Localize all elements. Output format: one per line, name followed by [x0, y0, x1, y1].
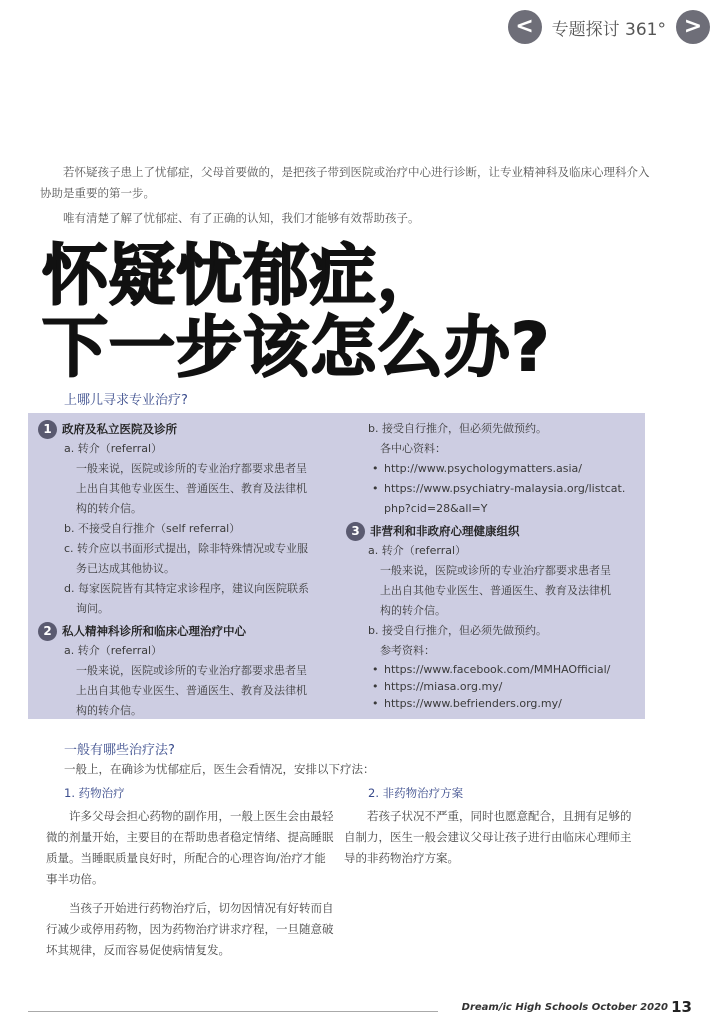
org-1-item-c-cont: 务已达成其他协议。 — [76, 562, 175, 575]
section-title: 专题探讨 361° — [551, 19, 666, 40]
drug-paragraph-2: 当孩子开始进行药物治疗后，切勿因情况有好转而自行减少或停用药物，因为药物治疗讲求疗程，一旦随意破坏其规律，反而容易促使病情复发。 — [46, 901, 334, 957]
org-3-link[interactable]: • https://miasa.org.my/ — [368, 678, 638, 695]
org-1-item-d-cont: 询问。 — [76, 602, 109, 615]
therapy-heading: 一般有哪些治疗法? — [64, 743, 175, 758]
org-2-desc-line: 一般来说，医院或诊所的专业治疗都要求患者呈 — [76, 664, 307, 677]
org-1-item-c: c. 转介应以书面形式提出，除非特殊情况或专业服 — [64, 542, 309, 555]
footer-publication: Dream/ic High Schools October 2020 — [461, 1002, 668, 1013]
chevron-right-icon: > — [683, 14, 703, 39]
org-1-name: 政府及私立医院及诊所 — [62, 422, 177, 436]
title-line-2: 下一步该怎么办? — [42, 309, 551, 386]
org-3-info-label: 参考资料： — [380, 644, 435, 657]
org-1-desc-line: 构的转介信。 — [76, 502, 142, 515]
org-2-item-b: b. 接受自行推介，但必须先做预约。 — [368, 422, 547, 435]
page-number: 13 — [671, 998, 692, 1016]
number-badge: 3 — [346, 522, 365, 541]
org-2-desc-line: 构的转介信。 — [76, 704, 142, 717]
number-badge: 2 — [38, 622, 57, 641]
org-2-desc-line: 上出自其他专业医生、普通医生、教育及法律机 — [76, 684, 307, 697]
chevron-left-icon: < — [515, 14, 534, 39]
org-2-item-a: a. 转介（referral） — [64, 644, 163, 657]
org-2-heading — [38, 621, 338, 641]
org-3-desc-line: 构的转介信。 — [380, 604, 446, 617]
nondrug-paragraph-1: 若孩子状况不严重，同时也愿意配合，且拥有足够的自制力，医生一般会建议父母让孩子进行由临床心理师主导的非药物治疗方案。 — [344, 809, 632, 865]
page-header — [508, 10, 710, 44]
org-1-item-b: b. 不接受自行推介（self referral） — [64, 522, 241, 535]
org-3-item-b: b. 接受自行推介，但必须先做预约。 — [368, 624, 547, 637]
org-1-desc-line: 上出自其他专业医生、普通医生、教育及法律机 — [76, 482, 307, 495]
org-1-item-d: d. 每家医院皆有其特定求诊程序，建议向医院联系 — [64, 582, 309, 595]
panel-right-column — [351, 419, 638, 712]
org-3-link[interactable]: • https://www.befrienders.org.my/ — [368, 695, 638, 712]
treatment-sources-panel — [28, 413, 645, 719]
drug-therapy-text — [46, 806, 336, 969]
intro-paragraph: 唯有清楚了解了忧郁症、有了正确的认知，我们才能够有效帮助孩子。 — [63, 211, 420, 225]
nondrug-therapy-text — [344, 806, 634, 877]
org-3-link[interactable]: • https://www.facebook.com/MMHAOfficial/ — [368, 661, 638, 678]
org-1-heading — [38, 419, 338, 439]
number-badge: 1 — [38, 420, 57, 439]
article-title — [42, 237, 551, 386]
therapy-intro: 一般上，在确诊为忧郁症后，医生会看情况，安排以下疗法： — [64, 762, 375, 776]
org-2-name: 私人精神科诊所和临床心理治疗中心 — [62, 624, 246, 638]
intro-text — [40, 162, 650, 233]
org-2-link-cont[interactable]: php?cid=28&all=Y — [384, 502, 488, 515]
org-1-item-a: a. 转介（referral） — [64, 442, 163, 455]
footer-divider — [28, 1011, 438, 1012]
org-1-desc-line: 一般来说，医院或诊所的专业治疗都要求患者呈 — [76, 462, 307, 475]
org-2-link[interactable]: • https://www.psychiatry-malaysia.org/listcat. — [368, 479, 638, 499]
org-3-item-a: a. 转介（referral） — [368, 544, 467, 557]
intro-paragraph: 若怀疑孩子患上了忧郁症，父母首要做的，是把孩子带到医院或治疗中心进行诊断，让专业精神科及临床心理科介入协助是重要的第一步。 — [40, 165, 650, 200]
org-3-heading — [346, 521, 638, 541]
where-heading: 上哪儿寻求专业治疗? — [64, 393, 188, 408]
next-page-button[interactable] — [676, 10, 710, 44]
drug-therapy-heading: 1. 药物治疗 — [64, 786, 125, 800]
nondrug-therapy-heading: 2. 非药物治疗方案 — [368, 786, 464, 800]
panel-left-column — [38, 419, 338, 721]
org-2-info-label: 各中心资料： — [380, 442, 446, 455]
title-line-1: 怀疑忧郁症， — [42, 237, 444, 314]
drug-paragraph-1: 许多父母会担心药物的副作用，一般上医生会由最轻微的剂量开始，主要目的在帮助患者稳定情绪、提高睡眠质量。当睡眠质量良好时，所配合的心理咨询/治疗才能事半功倍。 — [46, 809, 334, 886]
org-3-desc-line: 一般来说，医院或诊所的专业治疗都要求患者呈 — [380, 564, 611, 577]
org-3-desc-line: 上出自其他专业医生、普通医生、教育及法律机 — [380, 584, 611, 597]
org-2-link[interactable]: • http://www.psychologymatters.asia/ — [368, 459, 638, 479]
org-3-name: 非营利和非政府心理健康组织 — [370, 524, 520, 538]
prev-page-button[interactable] — [508, 10, 542, 44]
